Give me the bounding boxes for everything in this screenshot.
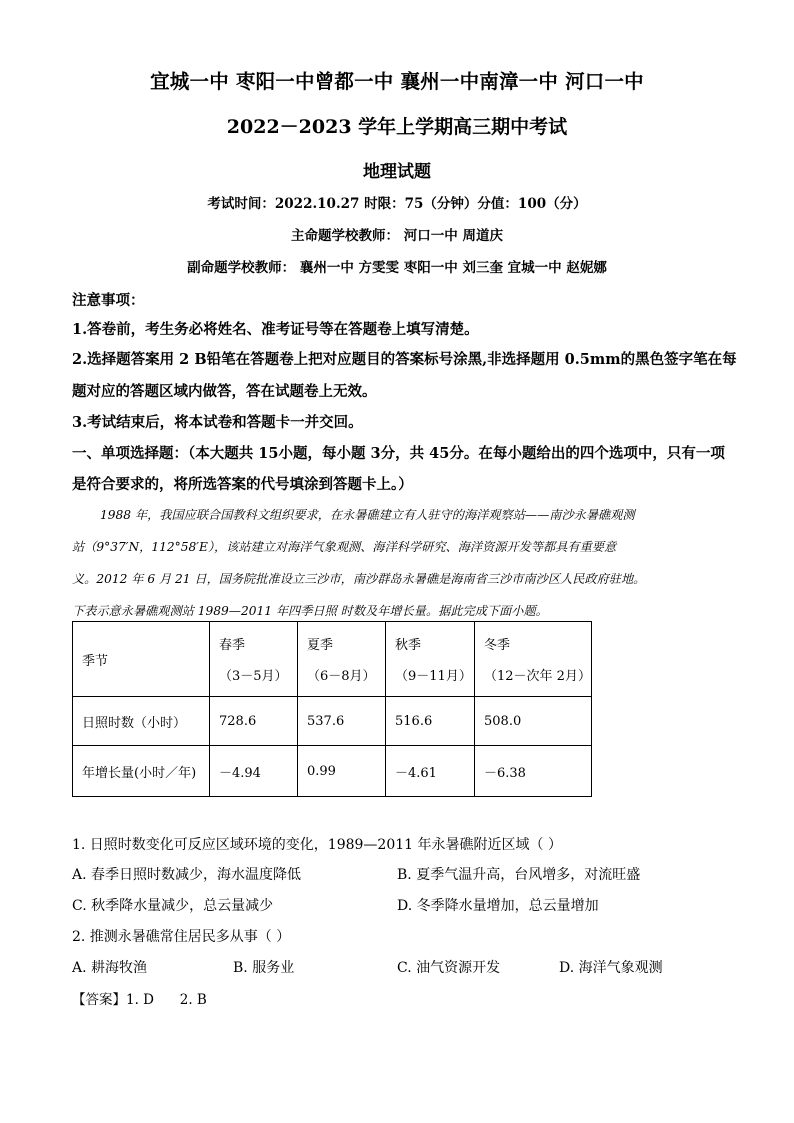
table-row	[73, 697, 592, 746]
row-label: 日照时数（小时）	[73, 697, 210, 746]
question-1-option-c: C. 秋季降水量减少，总云量减少	[72, 898, 274, 914]
notice-item-2: 2.选择题答案用 2 B铅笔在答题卷上把对应题目的答案标号涂黑,非选择题用 0.5mm的黑色签字笔在每	[72, 351, 737, 368]
passage-line: 1988 年，我国应联合国教科文组织要求，在永暑礁建立有人驻守的海洋观察站——南沙永暑礁观测	[100, 508, 635, 522]
subject-title: 地理试题	[363, 162, 431, 182]
answer-tag: 【答案】	[72, 992, 126, 1008]
notice-item-2-cont: 题对应的答题区域内做答，答在试题卷上无效。	[72, 383, 377, 400]
season-months: （6－8月）	[307, 669, 376, 684]
question-2-option-d: D. 海洋气象观测	[559, 960, 663, 976]
reading-passage	[72, 499, 722, 627]
table-header-row	[73, 622, 592, 697]
question-2-option-b: B. 服务业	[233, 960, 295, 976]
table-corner-cell: 季节	[73, 622, 210, 697]
table-cell: －4.94	[210, 746, 298, 797]
season-name: 春季	[219, 638, 246, 653]
notice-title: 注意事项：	[72, 292, 145, 309]
answer-line	[72, 988, 207, 1008]
question-1-stem: 1. 日照时数变化可反应区域环境的变化，1989—2011 年永暑礁附近区域（ ）	[72, 837, 562, 853]
question-1-option-b: B. 夏季气温升高，台风增多，对流旺盛	[397, 867, 641, 883]
row-label: 年增长量(小时／年)	[73, 746, 210, 797]
notice-item-3: 3.考试结束后，将本试卷和答题卡一并交回。	[72, 414, 363, 431]
table-row	[73, 746, 592, 797]
notice-item-1: 1.答卷前，考生务必将姓名、准考证号等在答题卷上填写清楚。	[72, 321, 479, 338]
table-cell: 537.6	[298, 697, 386, 746]
question-2-option-c: C. 油气资源开发	[397, 960, 501, 976]
school-list: 宜城一中 枣阳一中曾都一中 襄州一中南漳一中 河口一中	[150, 70, 644, 93]
season-months: （12－次年 2月）	[484, 669, 591, 684]
deputy-teachers: 副命题学校教师： 襄州一中 方雯雯 枣阳一中 刘三奎 宜城一中 赵妮娜	[187, 260, 607, 276]
season-months: （3－5月）	[219, 669, 288, 684]
exam-title: 2022－2023 学年上学期高三期中考试	[226, 116, 568, 138]
chief-teacher: 主命题学校教师： 河口一中 周道庆	[291, 228, 503, 244]
section-heading-cont: 是符合要求的，将所选答案的代号填涂到答题卡上。）	[72, 476, 413, 493]
table-cell: －6.38	[475, 746, 592, 797]
table-header-cell	[475, 622, 592, 697]
question-2-stem: 2. 推测永暑礁常住居民多从事（ ）	[72, 929, 291, 945]
question-1-option-a: A. 春季日照时数减少，海水温度降低	[72, 867, 302, 883]
section-heading: 一、单项选择题：（本大题共 15小题，每小题 3分，共 45分。在每小题给出的四个选项中，只有一项	[72, 445, 725, 462]
season-name: 夏季	[307, 638, 334, 653]
season-name: 秋季	[395, 638, 422, 653]
season-name: 冬季	[484, 638, 511, 653]
passage-line: 义。2012 年 6 月 21 日，国务院批准设立三沙市，南沙群岛永暑礁是海南省三沙市南沙区人民政府驻地。	[72, 572, 646, 586]
passage-line: 下表示意永暑礁观测站 1989—2011 年四季日照 时数及年增长量。据此完成下面小题。	[72, 604, 548, 618]
table-header-cell	[386, 622, 475, 697]
table-cell: 0.99	[298, 746, 386, 797]
table-cell: 728.6	[210, 697, 298, 746]
season-months: （9－11月）	[395, 669, 472, 684]
answer-text: 1. D 2. B	[126, 992, 207, 1008]
question-2-option-a: A. 耕海牧渔	[72, 960, 148, 976]
table-cell: 508.0	[475, 697, 592, 746]
table-cell: 516.6	[386, 697, 475, 746]
question-1-option-d: D. 冬季降水量增加，总云量增加	[397, 898, 599, 914]
table-cell: －4.61	[386, 746, 475, 797]
table-header-cell	[210, 622, 298, 697]
table-header-cell	[298, 622, 386, 697]
passage-line: 站（9°37′N，112°58′E），该站建立对海洋气象观测、海洋科学研究、海洋资源开发等都具有重要意	[72, 540, 617, 554]
sunshine-table	[72, 621, 592, 797]
exam-info: 考试时间：2022.10.27 时限：75（分钟）分值：100（分）	[207, 196, 587, 212]
